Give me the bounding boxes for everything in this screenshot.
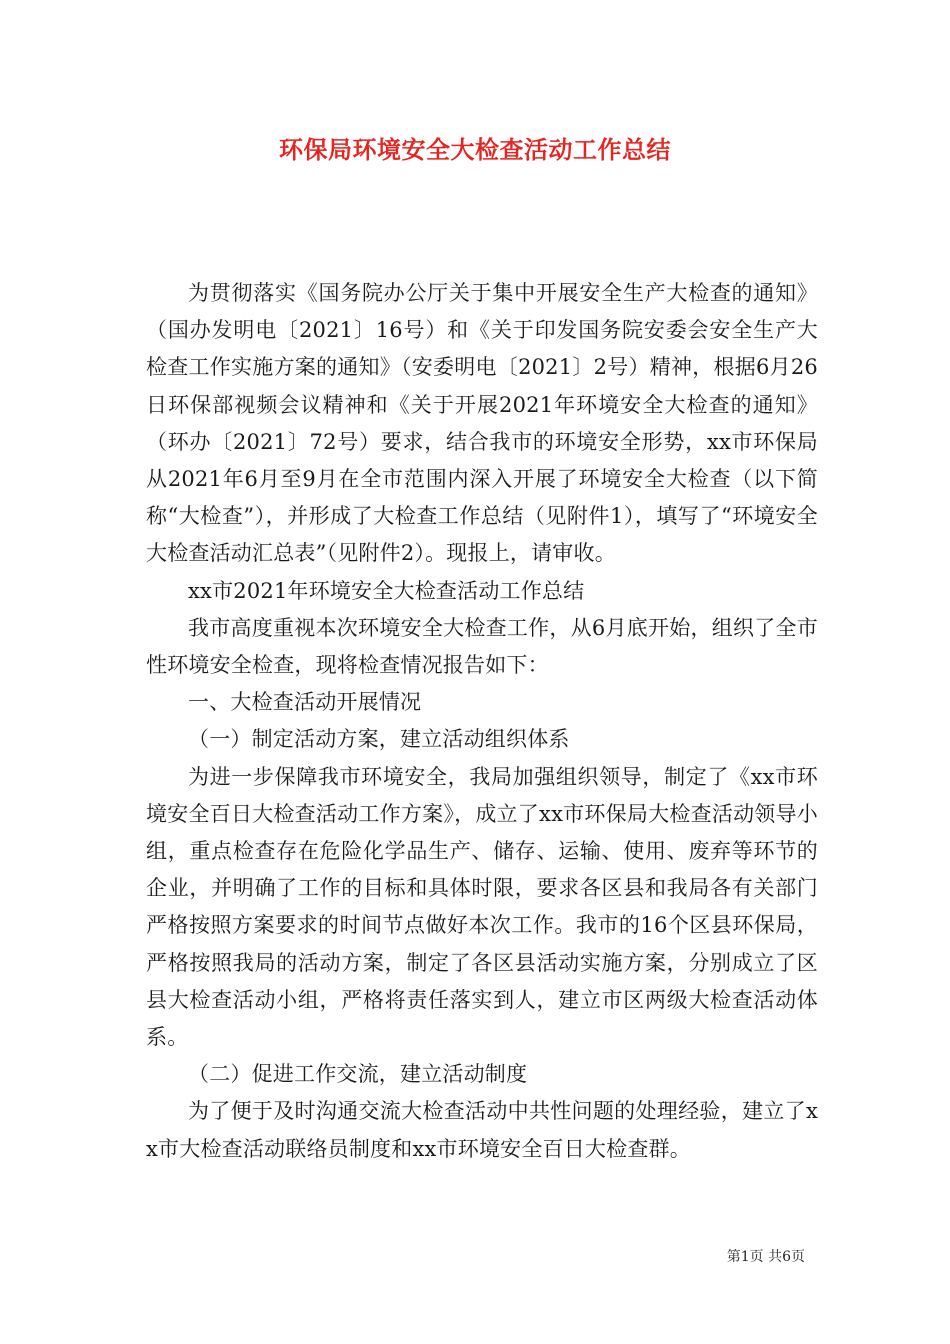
- section-heading-1: 一、大检查活动开展情况: [188, 690, 422, 715]
- subsection-heading-2: （二）促进工作交流，建立活动制度: [188, 1062, 528, 1087]
- subsection-heading-1: （一）制定活动方案，建立活动组织体系: [188, 727, 570, 752]
- paragraph-exchange: 为了便于及时沟通交流大检查活动中共性问题的处理经验，建立了xx市大检查活动联络员制度和xx市环境安全百日大检查群。: [146, 1099, 818, 1161]
- document-title: 环保局环境安全大检查活动工作总结: [279, 136, 671, 164]
- footer-middle: 页 共: [749, 1249, 783, 1265]
- paragraph-overview: 我市高度重视本次环境安全大检查工作，从6月底开始，组织了全市性环境安全检查，现将检查情况报告如下：: [146, 615, 818, 678]
- page-number-footer: [727, 1247, 805, 1267]
- document-body: [146, 275, 818, 1168]
- footer-prefix: 第: [726, 1249, 741, 1265]
- paragraph-plan: 为进一步保障我市环境安全，我局加强组织领导，制定了《xx市环境安全百日大检查活动工作方案》，成立了xx市环保局大检查活动领导小组，重点检查存在危险化学品生产、储存、运输、使用、废弃等环节的企业，并明确了工作的目标和具体时限，要求各区县和我局各有关部门严格按照方案要求的时间节点做好本次工作。我市的16个区县环保局，严格按照我局的活动方案，制定了各区县活动实施方案，分别成立了区县大检查活动小组，严格将责任落实到人，建立市区两级大检查活动体系。: [146, 764, 818, 1050]
- paragraph-intro: 为贯彻落实《国务院办公厅关于集中开展安全生产大检查的通知》（国办发明电〔2021〕16号）和《关于印发国务院安委会安全生产大检查工作实施方案的通知》（安委明电〔2021〕2号）精神，根据6月26日环保部视频会议精神和《关于开展2021年环境安全大检查的通知》（环办〔2021〕72号）要求，结合我市的环境安全形势，xx市环保局从2021年6月至9月在全市范围内深入开展了环境安全大检查（以下简称“大检查”），并形成了大检查工作总结（见附件1），填写了“环境安全大检查活动汇总表”（见附件2）。现报上，请审收。: [146, 281, 818, 566]
- footer-suffix: 页: [791, 1249, 805, 1265]
- footer-current-page: 1: [740, 1249, 750, 1265]
- paragraph-summary-title: xx市2021年环境安全大检查活动工作总结: [188, 578, 585, 603]
- footer-total-pages: 6: [782, 1249, 791, 1265]
